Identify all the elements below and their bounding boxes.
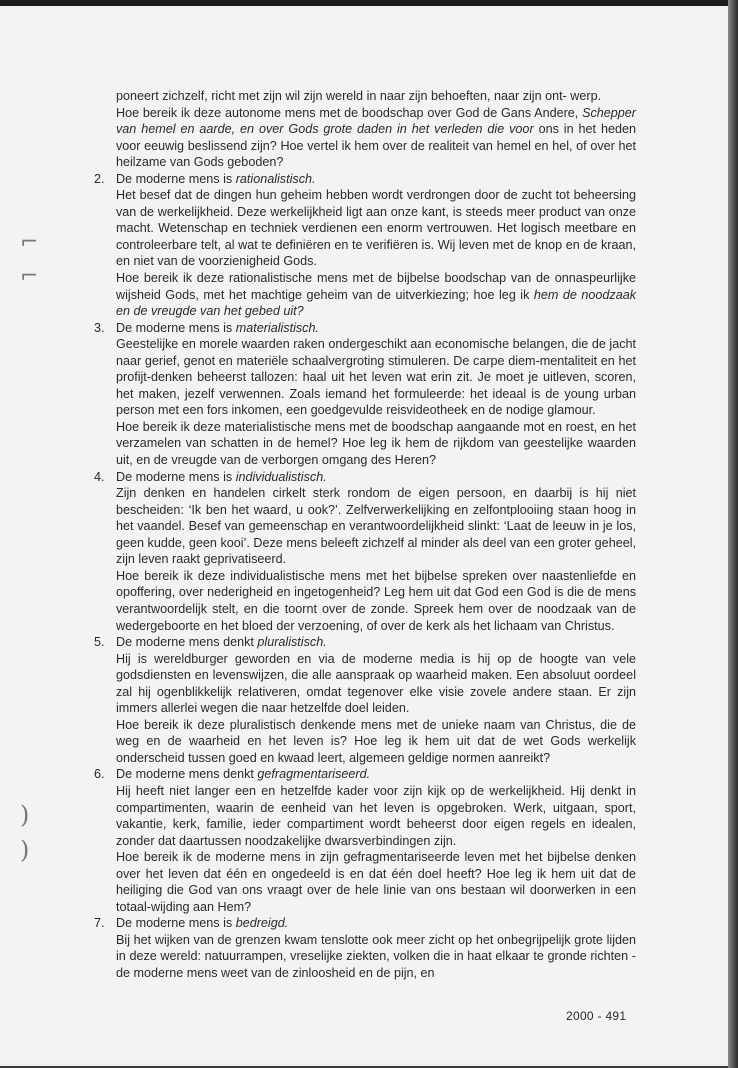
- body-text: [94, 88, 637, 982]
- list-question: Hoe bereik ik deze rationalistische mens met de bijbelse boodschap van de onnaspeurlijke wijsheid Gods, met het machtige geheim van de uitverkiezing; hoe leg ik hem de noodzaak en de vreugde van het gebed uit?: [116, 271, 637, 319]
- list-body: Het besef dat de dingen hun geheim hebben wordt verdrongen door de zucht tot beheersing van de werkelijkheid. Deze werkelijkheid ligt aan onze kant, is steeds meer product van onze macht. Wetenschap en techniek verdienen een enorm vertrouwen. Het logisch meetbare en controleerbare telt, al wat te definiëren en te verifiëren is. Wij leven met de knop en de kraan, en niet van de voorzienigheid Gods.: [116, 188, 636, 269]
- list-question: Hoe bereik ik deze individualistische mens met het bijbelse spreken over naastenliefde en opoffering, over nederigheid en ingetogenheid? Leg hem uit dat God een God is die de mens verantwoordelijk stelt, en die toornt over de zonde. Spreek hem over de noodzaak van de wedergeboorte en het bloed der verzoening, of over de kerk als het lichaam van Christus.: [116, 568, 636, 633]
- list-question: Hoe bereik ik de moderne mens in zijn gefragmentariseerde leven met het bijbelse denken over het leven dat één en ongedeeld is en dat één doel heeft? Hoe leg ik hem uit dat de heiliging die God van ons vraagt over de hele linie van ons bestaan wil doorwerken in een totaal-wijding aan Hem?: [116, 850, 636, 914]
- list-body: Hij is wereldburger geworden en via de moderne media is hij op de hoogte van vele godsdiensten en levenswijzen, die alle aanspraak op waarheid maken. Een absoluut oordeel zal hij ogenblikkelijk relativeren, omdat tegenover elke visie zovele andere staan. Er zijn immers allerlei wegen die naar hetzelfde doel leiden.: [116, 651, 636, 716]
- list-heading: De moderne mens denkt pluralistisch.: [116, 635, 327, 650]
- list-item: [94, 171, 637, 320]
- scan-edge: [728, 0, 738, 1068]
- list-item: [94, 766, 636, 915]
- list-heading: De moderne mens is individualistisch.: [116, 469, 327, 484]
- margin-scribble-mark: ⌐: [20, 264, 39, 289]
- margin-scribble-mark: ⌐: [20, 230, 39, 255]
- list-question: Hoe bereik ik deze pluralistisch denkende mens met de unieke naam van Christus, die de weg en de waarheid en het leven is? Hoe leg ik hem uit dat de wet Gods werkelijk onderscheid tussen goed en kwaad leert, algemeen geldige normen aanreikt?: [116, 717, 636, 765]
- intro-paragraph: poneert zichzelf, richt met zijn wil zijn wereld in naar zijn behoeften, naar zijn ont- werp.: [116, 89, 602, 103]
- list-number: 4.: [94, 469, 105, 484]
- list-item: [94, 915, 636, 981]
- list-number: 3.: [94, 320, 105, 335]
- list-heading: De moderne mens is materialistisch.: [116, 320, 319, 335]
- list-item: [94, 634, 636, 766]
- list-item: [94, 469, 636, 634]
- list-body: Hij heeft niet langer een en hetzelfde kader voor zijn kijk op de werkelijkheid. Hij denkt in compartimenten, waarin de eenheid van het leven is opgebroken. Werk, uitgaan, sport, vakantie, kerk, familie, ieder compartiment wordt beheerst door eigen regels en idealen, zonder dat daartussen noodzakelijke dwarsverbindingen zijn.: [116, 783, 636, 848]
- list-number: 2.: [94, 171, 105, 186]
- list-heading: De moderne mens is bedreigd.: [116, 916, 289, 931]
- intro-question: Hoe bereik ik deze autonome mens met de boodschap over God de Gans Andere, Schepper van hemel en aarde, en over Gods grote daden in het verleden die voor ons in het heden voor eeuwig beslissend zijn? Hoe vertel ik hem over de realiteit van hemel en hel, of over het heilzame van Gods geboden?: [116, 105, 636, 170]
- list-number: 7.: [94, 916, 105, 931]
- margin-scribble-mark: ): [20, 836, 30, 864]
- list-body: Bij het wijken van de grenzen kwam tenslotte ook meer zicht op het onbegrijpelijk grote lijden in deze wereld: natuurrampen, vreselijke ziekten, volken die in haat elkaar te gronde richten - de moderne mens weet van de zinloosheid en de pijn, en: [116, 932, 636, 980]
- list-question: Hoe bereik ik deze materialistische mens met de boodschap aangaande mot en roest, en het verzamelen van schatten in de hemel? Hoe leg ik hem de rijkdom van geestelijke waarden uit, en de vreugde van de verborgen omgang des Heren?: [116, 419, 636, 468]
- list-number: 5.: [94, 635, 105, 650]
- margin-scribble-mark: ): [20, 801, 30, 829]
- list-body: Zijn denken en handelen cirkelt sterk rondom de eigen persoon, en daarbij is hij niet bescheiden: ‘Ik ben het waard, u ook?’. Zelfverwerkelijking en zelfontplooiing staan hoog in het vaandel. Besef van gemeenschap en verantwoordelijkheid slinkt: ‘Laat de leeuw in je los, geen kudde, geen kooi’. Deze mens beleeft zichzelf al minder als deel van een groter geheel, zijn leven raakt geprivatiseerd.: [116, 486, 636, 567]
- list-heading: De moderne mens denkt gefragmentariseerd.: [116, 767, 371, 782]
- page-number: 2000 - 491: [566, 1009, 627, 1023]
- list-heading: De moderne mens is rationalistisch.: [116, 171, 316, 186]
- list-body: Geestelijke en morele waarden raken ondergeschikt aan economische belangen, die de jacht naar gerief, genot en materiële schaalvergroting stimuleren. De carpe diem-mentaliteit en het profijt-denken beheerst tallozen: haal uit het leven wat erin zit. Je moet je uitleven, scoren, het maken, jezelf verwennen. Zoals iemand het formuleerde: het ideaal is de young urban person met een fors inkomen, een goedgevulde reisvideotheek en de nodige glamour.: [116, 337, 636, 418]
- list-item: [94, 320, 636, 469]
- list-number: 6.: [94, 767, 105, 782]
